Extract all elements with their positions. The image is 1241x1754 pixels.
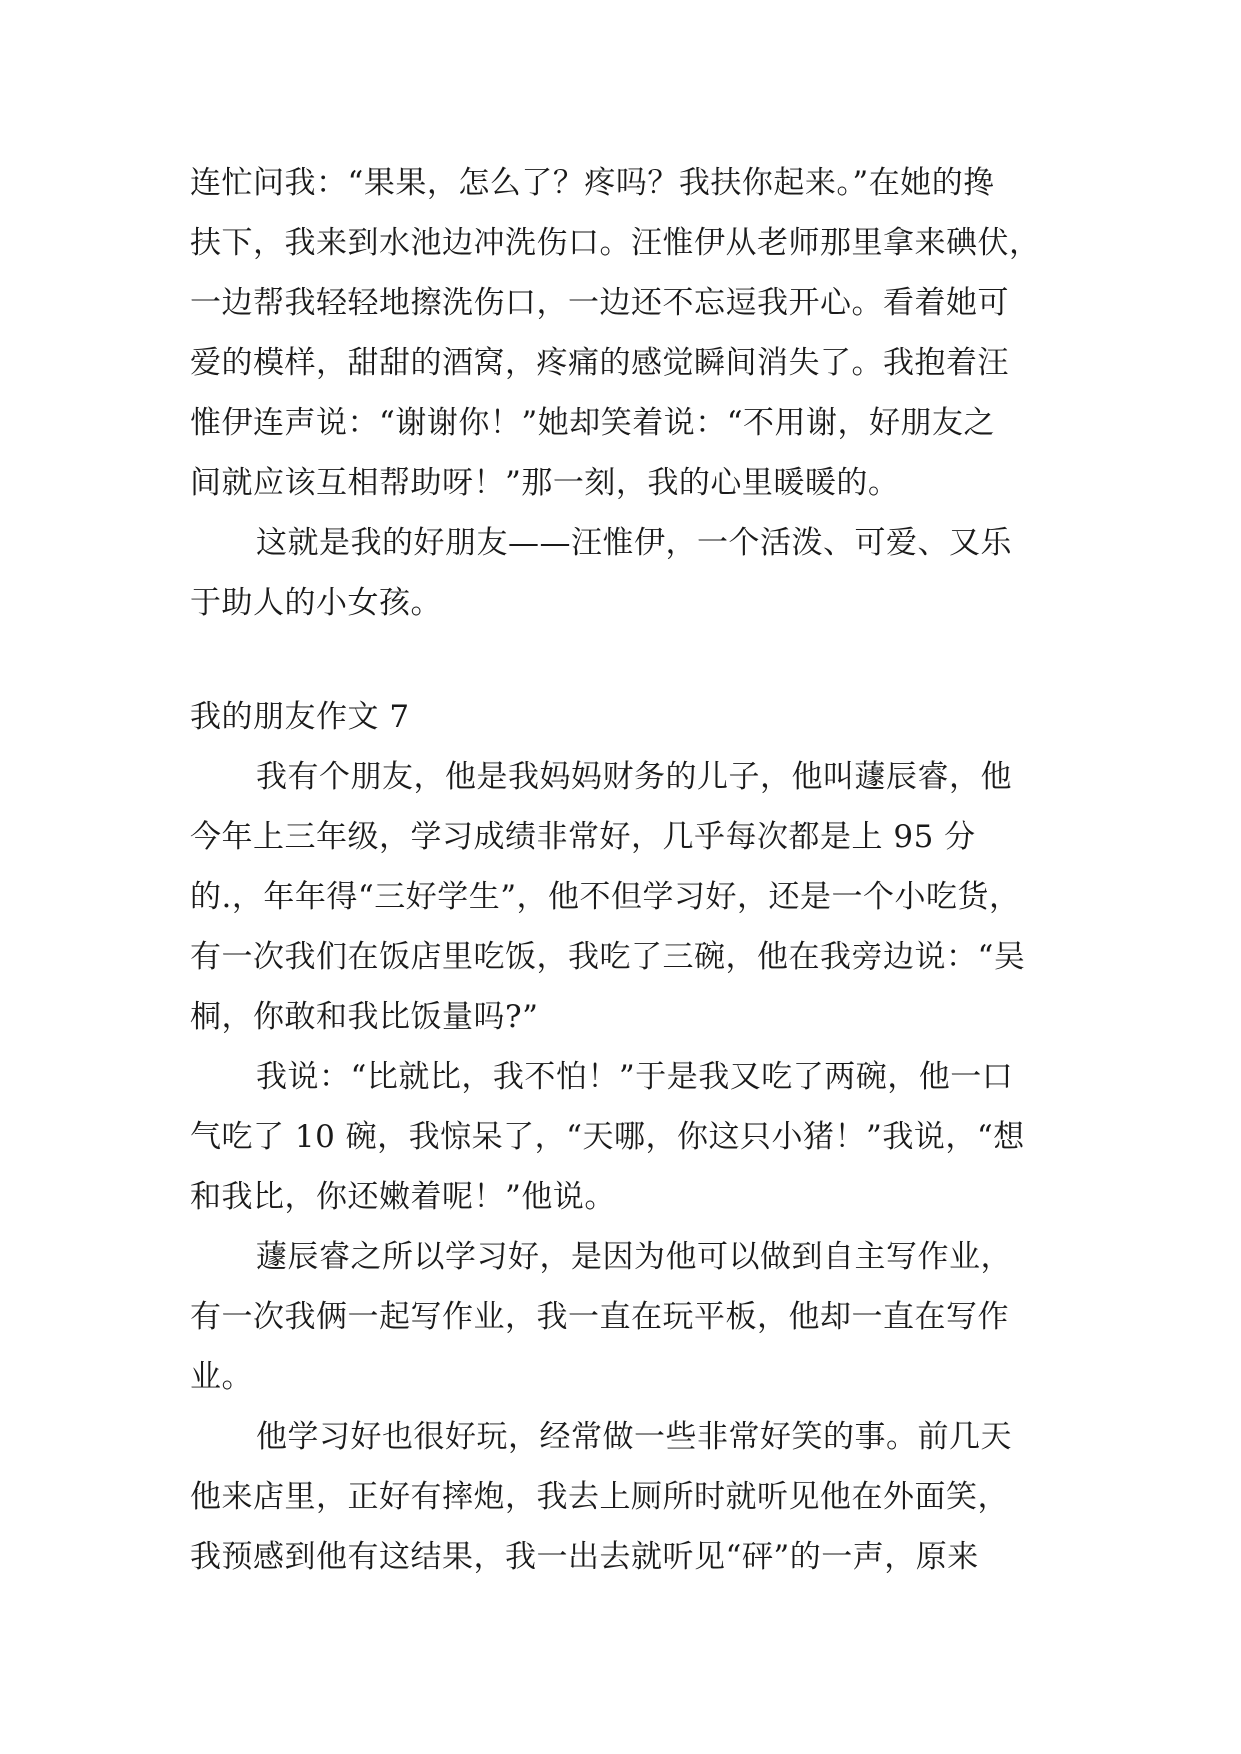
text-line: 于助人的小女孩。 (190, 585, 442, 621)
paragraph-first-line: 蘧辰睿之所以学习好，是因为他可以做到自主写作业， (256, 1239, 1012, 1275)
section-heading: 我的朋友作文 7 (190, 699, 410, 735)
text-line: 惟伊连声说：“谢谢你！”她却笑着说：“不用谢，好朋友之 (190, 405, 996, 441)
text-line: 桐，你敢和我比饭量吗?” (190, 999, 539, 1035)
text-line: 我预感到他有这结果，我一出去就听见“砰”的一声，原来 (190, 1539, 979, 1575)
text-line: 爱的模样，甜甜的酒窝，疼痛的感觉瞬间消失了。我抱着汪 (190, 345, 1009, 381)
text-line: 气吃了 10 碗，我惊呆了，“天哪，你这只小猪！”我说，“想 (190, 1119, 1025, 1155)
text-line: 业。 (190, 1359, 253, 1395)
text-line: 他来店里，正好有摔炮，我去上厕所时就听见他在外面笑， (190, 1479, 1009, 1515)
text-line: 有一次我们在饭店里吃饭，我吃了三碗，他在我旁边说：“吴 (190, 939, 1026, 975)
text-line: 扶下，我来到水池边冲洗伤口。汪惟伊从老师那里拿来碘伏， (190, 225, 1041, 261)
text-line: 和我比，你还嫩着呢！”他说。 (190, 1179, 616, 1215)
text-line: 今年上三年级，学习成绩非常好，几乎每次都是上 95 分 (190, 819, 976, 855)
text-line: 间就应该互相帮助呀！”那一刻，我的心里暖暖的。 (190, 465, 900, 501)
paragraph-first-line: 这就是我的好朋友——汪惟伊，一个活泼、可爱、又乐 (256, 525, 1012, 561)
paragraph-first-line: 我说：“比就比，我不怕！”于是我又吃了两碗，他一口 (256, 1059, 1014, 1095)
text-line: 的.，年年得“三好学生”，他不但学习好，还是一个小吃货， (190, 879, 1021, 915)
text-line: 连忙问我：“果果，怎么了？疼吗？我扶你起来。”在她的搀 (190, 165, 995, 201)
text-line: 一边帮我轻轻地擦洗伤口，一边还不忘逗我开心。看着她可 (190, 285, 1009, 321)
text-line: 有一次我俩一起写作业，我一直在玩平板，他却一直在写作 (190, 1299, 1009, 1335)
paragraph-first-line: 我有个朋友，他是我妈妈财务的儿子，他叫蘧辰睿，他 (256, 759, 1012, 795)
paragraph-first-line: 他学习好也很好玩，经常做一些非常好笑的事。前几天 (256, 1419, 1012, 1455)
